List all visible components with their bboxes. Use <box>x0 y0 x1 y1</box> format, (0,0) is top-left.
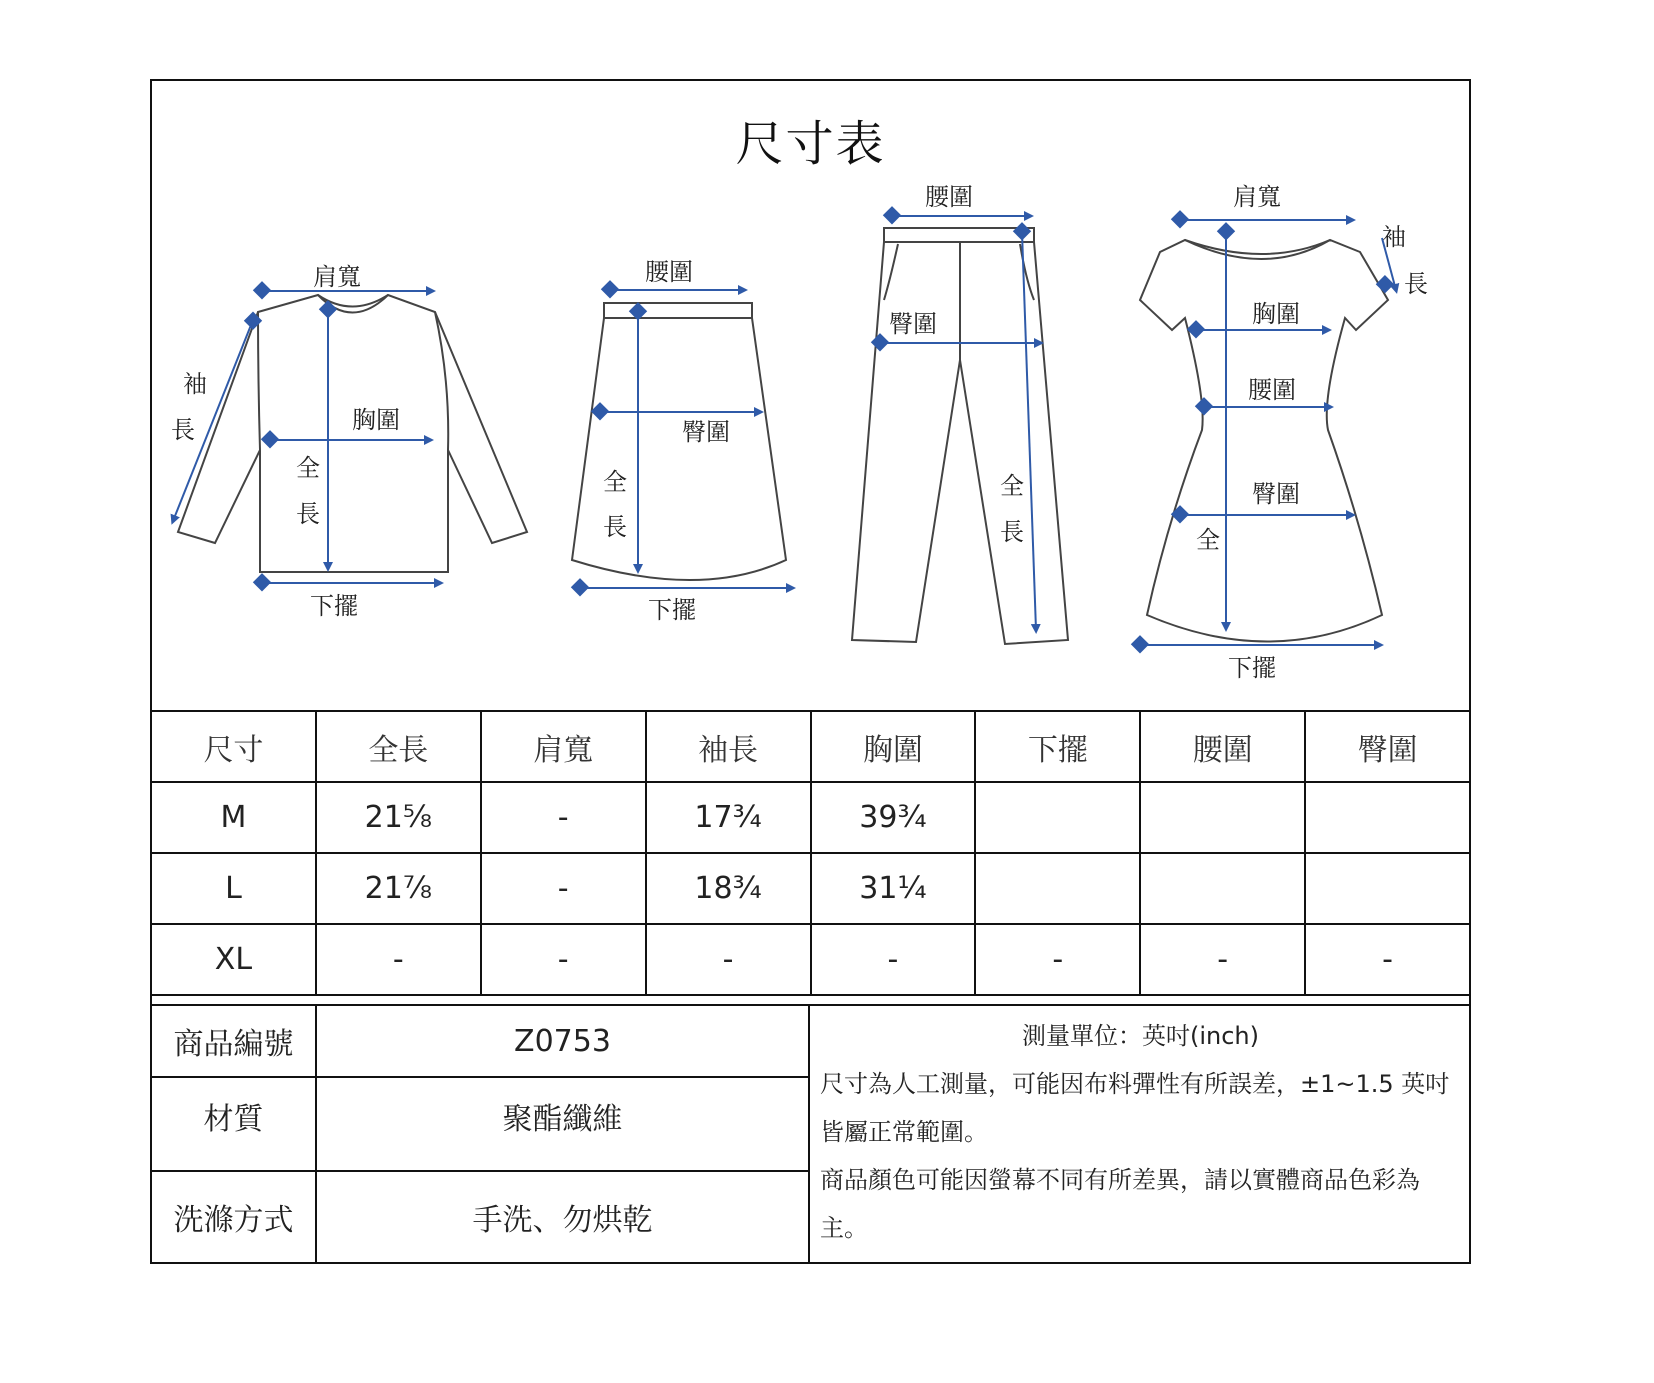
header-cell: 腰圍 <box>1140 711 1305 782</box>
value-cell <box>1140 782 1305 853</box>
table-row <box>151 782 1470 853</box>
value-cell: - <box>481 853 646 924</box>
size-table <box>150 710 1471 996</box>
value-cell: - <box>811 924 976 995</box>
chart-title: 尺寸表 <box>735 116 886 172</box>
product-info-table <box>150 1004 1471 1264</box>
shirt-chest-label: 胸圍 <box>352 406 400 434</box>
dress-sleeve-label-b: 長 <box>1404 270 1428 298</box>
material-label: 材質 <box>151 1077 316 1171</box>
header-cell: 肩寬 <box>481 711 646 782</box>
value-cell: 21⅞ <box>316 853 481 924</box>
value-cell <box>1305 782 1470 853</box>
info-row <box>151 1005 1470 1077</box>
dress-shoulder-label: 肩寬 <box>1233 183 1281 211</box>
color-note: 商品顏色可能因螢幕不同有所差異，請以實體商品色彩為主。 <box>820 1166 1420 1242</box>
table-row <box>151 924 1470 995</box>
shirt-sleeve-label-a: 袖 <box>183 370 207 398</box>
pants-diagram <box>852 183 1068 644</box>
value-cell: 39¾ <box>811 782 976 853</box>
header-cell: 全長 <box>316 711 481 782</box>
value-cell: - <box>1305 924 1470 995</box>
value-cell: - <box>975 924 1140 995</box>
value-cell: 18¾ <box>646 853 811 924</box>
skirt-waist-label: 腰圍 <box>645 258 693 286</box>
material-value: 聚酯纖維 <box>316 1077 809 1171</box>
header-cell: 下擺 <box>975 711 1140 782</box>
product-code-value: Z0753 <box>316 1005 809 1077</box>
value-cell: 17¾ <box>646 782 811 853</box>
shirt-length-label-b: 長 <box>296 500 320 528</box>
value-cell: 21⅝ <box>316 782 481 853</box>
value-cell: - <box>481 924 646 995</box>
washing-value: 手洗、勿烘乾 <box>316 1171 809 1263</box>
pants-waist-label: 腰圍 <box>925 183 973 211</box>
washing-label: 洗滌方式 <box>151 1171 316 1263</box>
value-cell <box>1140 853 1305 924</box>
dress-chest-label: 胸圍 <box>1252 300 1300 328</box>
skirt-length-label-b: 長 <box>603 513 627 541</box>
product-code-label: 商品編號 <box>151 1005 316 1077</box>
pants-hip-label: 臀圍 <box>889 310 937 338</box>
size-cell: M <box>151 782 316 853</box>
dress-hem-label: 下擺 <box>1228 654 1276 682</box>
skirt-length-label-a: 全 <box>603 468 627 496</box>
value-cell: - <box>646 924 811 995</box>
value-cell <box>1305 853 1470 924</box>
shirt-sleeve-label-b: 長 <box>171 416 195 444</box>
dress-hip-label: 臀圍 <box>1252 480 1300 508</box>
pants-length-label-b: 長 <box>1000 518 1024 546</box>
value-cell: - <box>481 782 646 853</box>
table-row <box>151 853 1470 924</box>
pants-length-label-a: 全 <box>1000 472 1024 500</box>
dress-length-label: 全 <box>1196 526 1220 554</box>
value-cell <box>975 782 1140 853</box>
value-cell <box>975 853 1140 924</box>
skirt-diagram <box>572 258 792 624</box>
size-cell: L <box>151 853 316 924</box>
skirt-hip-label: 臀圍 <box>682 418 730 446</box>
value-cell: 31¼ <box>811 853 976 924</box>
shirt-hem-label: 下擺 <box>310 592 358 620</box>
header-cell: 臀圍 <box>1305 711 1470 782</box>
unit-note: 測量單位：英吋(inch) <box>1021 1022 1259 1050</box>
tolerance-note: 尺寸為人工測量，可能因布料彈性有所誤差，±1~1.5 英吋皆屬正常範圍。 <box>820 1070 1450 1146</box>
shirt-diagram <box>171 263 527 620</box>
value-cell: - <box>316 924 481 995</box>
dress-sleeve-label-a: 袖 <box>1382 223 1406 251</box>
header-cell: 尺寸 <box>151 711 316 782</box>
skirt-hem-label: 下擺 <box>648 596 696 624</box>
value-cell: - <box>1140 924 1305 995</box>
header-cell: 胸圍 <box>811 711 976 782</box>
size-table-header-row <box>151 711 1470 782</box>
shirt-length-label-a: 全 <box>296 454 320 482</box>
measurement-notes <box>809 1005 1470 1263</box>
shirt-shoulder-label: 肩寬 <box>313 263 361 291</box>
dress-waist-label: 腰圍 <box>1248 376 1296 404</box>
dress-diagram <box>1132 183 1428 682</box>
size-cell: XL <box>151 924 316 995</box>
header-cell: 袖長 <box>646 711 811 782</box>
